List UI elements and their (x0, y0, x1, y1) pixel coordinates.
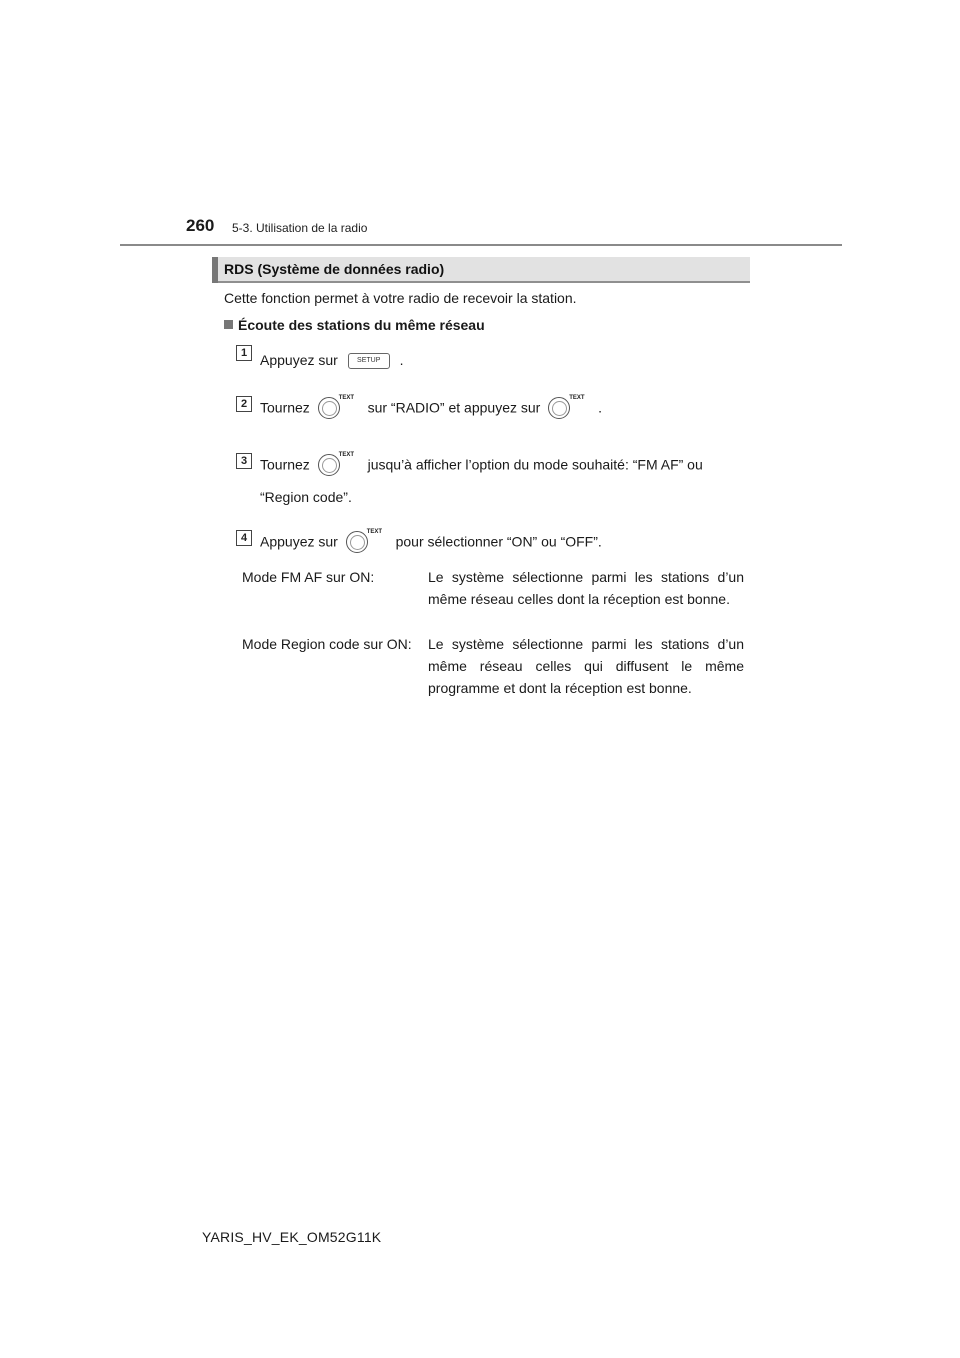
definition-term: Mode FM AF sur ON: (242, 569, 375, 585)
step-2-text: Tournez (260, 399, 310, 416)
tune-knob-icon (318, 451, 360, 481)
definition-description: Le système sélectionne parmi les stations d’un même réseau celles dont la réception est bonne. (428, 569, 744, 607)
knob-label: TEXT (569, 395, 585, 401)
knob-label: TEXT (366, 529, 383, 535)
step-3-text: Tournez (260, 456, 310, 473)
title-marker (212, 257, 218, 283)
step-2-end: . (598, 399, 602, 416)
step-number-2: 2 (236, 396, 252, 412)
tune-knob-icon (548, 394, 590, 424)
definition-description: Le système sélectionne parmi les stations d’un même réseau celles qui diffusent le même programme et dont la réception est bonne. (428, 636, 744, 696)
section-title-bar (212, 257, 750, 283)
step-2 (260, 394, 602, 424)
intro-text: Cette fonction permet à votre radio de recevoir la station. (224, 290, 577, 306)
knob-label: TEXT (338, 452, 355, 458)
step-number-3: 3 (236, 453, 252, 469)
section-title: RDS (Système de données radio) (224, 261, 445, 277)
step-number-1: 1 (236, 345, 252, 361)
step-4 (260, 528, 602, 558)
step-3-end: jusqu’à afficher l’option du mode souhaité: “FM AF” ou (367, 456, 703, 473)
step-3 (260, 451, 703, 481)
header-divider (120, 244, 842, 246)
section-reference: 5-3. Utilisation de la radio (232, 221, 368, 235)
tune-knob-icon (318, 394, 360, 424)
step-number-4: 4 (236, 530, 252, 546)
step-4-end: pour sélectionner “ON” ou “OFF”. (395, 533, 602, 550)
setup-button-icon: SETUP (348, 353, 390, 369)
document-code: YARIS_HV_EK_OM52G11K (202, 1229, 382, 1245)
sub-heading-text: Écoute des stations du même réseau (238, 317, 485, 333)
step-4-text: Appuyez sur (260, 533, 338, 550)
page-number: 260 (186, 216, 215, 235)
step-1 (260, 351, 404, 369)
knob-label: TEXT (338, 395, 355, 401)
tune-knob-icon (346, 528, 388, 558)
square-bullet-icon (224, 320, 233, 329)
definition-term: Mode Region code sur ON: (242, 636, 412, 652)
sub-heading (224, 316, 485, 334)
step-2-middle: sur “RADIO” et appuyez sur (367, 399, 541, 416)
step-3-continuation: “Region code”. (260, 489, 352, 505)
step-1-end: . (399, 352, 404, 368)
step-1-text: Appuyez sur (260, 352, 338, 368)
